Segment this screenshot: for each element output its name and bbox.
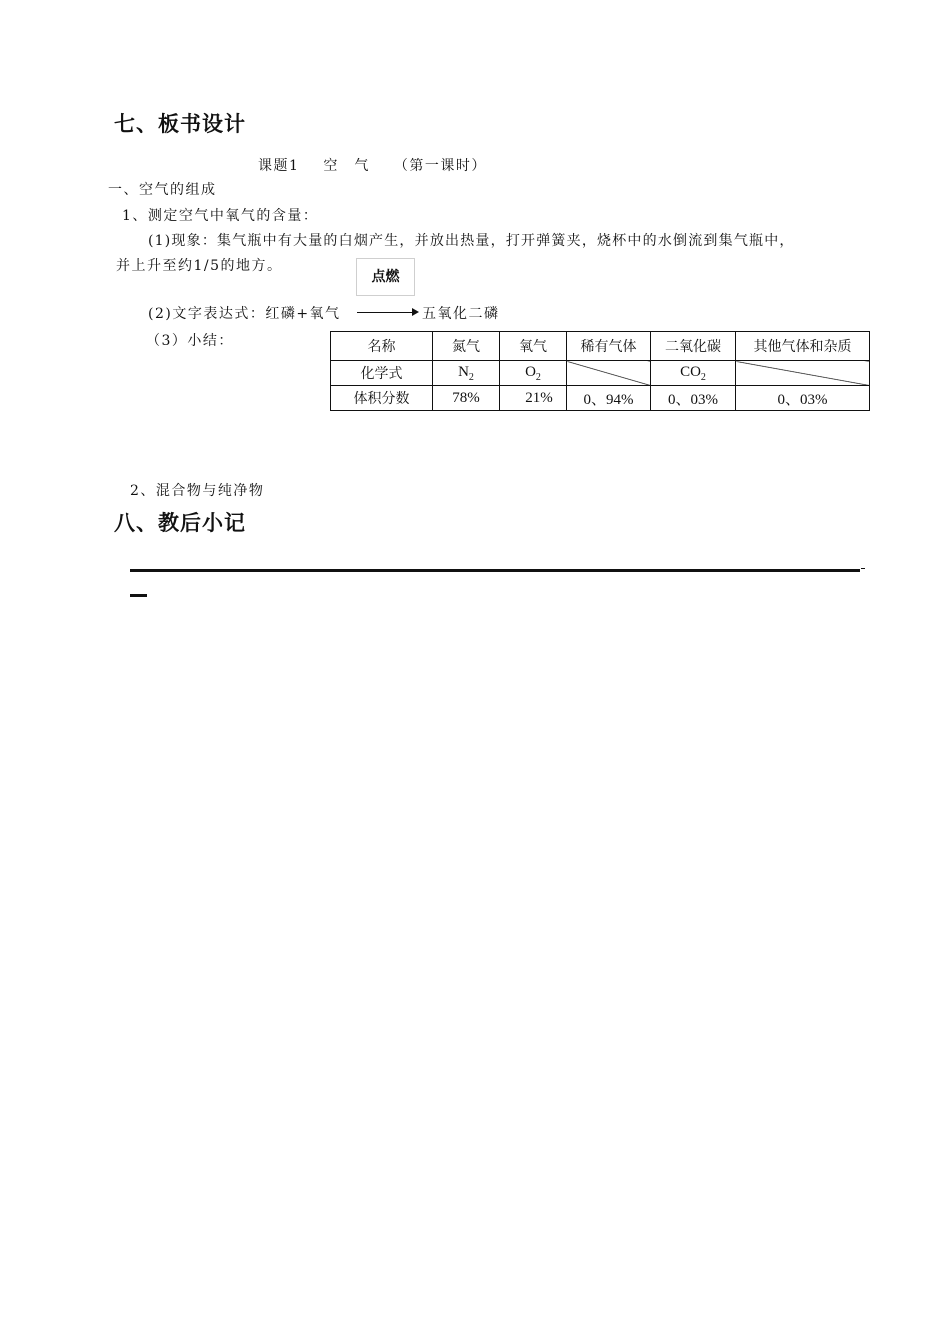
item-2-heading: 2、混合物与纯净物 [130, 483, 265, 499]
table-row-volume [331, 386, 870, 411]
formula-other-empty [736, 361, 870, 386]
section-8-title: 八、教后小记 [114, 511, 246, 535]
phenomenon-line-2: 并上升至约1/5的地方。 [116, 258, 283, 274]
condition-box: 点燃 [356, 258, 415, 296]
section-7-title: 七、板书设计 [114, 112, 246, 136]
phenomenon-line-1: (1)现象：集气瓶中有大量的白烟产生，并放出热量，打开弹簧夹，烧杯中的水倒流到集气瓶中， [148, 233, 795, 249]
volume-carbon-dioxide: 0、03% [651, 386, 736, 411]
item-1-heading: 1、测定空气中氧气的含量： [122, 208, 319, 224]
volume-row-label: 体积分数 [331, 386, 433, 411]
header-cell-carbon-dioxide: 二氧化碳 [651, 332, 736, 361]
volume-nitrogen: 78% [433, 386, 500, 411]
formula-noble-gas-empty [567, 361, 651, 386]
formula-base: N [458, 363, 469, 380]
notes-dash [130, 594, 147, 597]
formula-carbon-dioxide [651, 361, 736, 386]
formula-oxygen [500, 361, 567, 386]
word-equation-product: 五氧化二磷 [422, 306, 500, 322]
volume-other: 0、03% [736, 386, 870, 411]
header-cell-nitrogen: 氮气 [433, 332, 500, 361]
reaction-arrow-head [412, 308, 419, 316]
volume-noble-gas: 0、94% [567, 386, 651, 411]
volume-oxygen: 21% [500, 386, 567, 411]
part-1-title: 一、空气的组成 [108, 182, 217, 198]
header-cell-name: 名称 [331, 332, 433, 361]
notes-rule-line [130, 569, 860, 572]
formula-row-label: 化学式 [331, 361, 433, 386]
lesson-period: （第一课时） [393, 158, 487, 174]
lesson-title: 空 气 [323, 158, 370, 174]
formula-nitrogen [433, 361, 500, 386]
summary-label: （3）小结： [146, 333, 234, 349]
lesson-topic: 课题1 [258, 158, 300, 174]
header-cell-noble-gas: 稀有气体 [567, 332, 651, 361]
reaction-arrow [357, 312, 413, 313]
air-composition-table [330, 331, 870, 411]
table-row-formula [331, 361, 870, 386]
table-header-row [331, 332, 870, 361]
formula-base: O [525, 363, 536, 380]
formula-base: CO [680, 363, 701, 380]
header-cell-oxygen: 氧气 [500, 332, 567, 361]
lesson-heading [258, 155, 487, 175]
header-cell-other: 其他气体和杂质 [736, 332, 870, 361]
notes-rule-tail [861, 568, 865, 569]
formula-subscript: 2 [535, 371, 541, 383]
formula-subscript: 2 [468, 371, 474, 383]
word-equation-prefix: (2)文字表达式：红磷+氧气 [148, 306, 341, 322]
formula-subscript: 2 [700, 371, 706, 383]
